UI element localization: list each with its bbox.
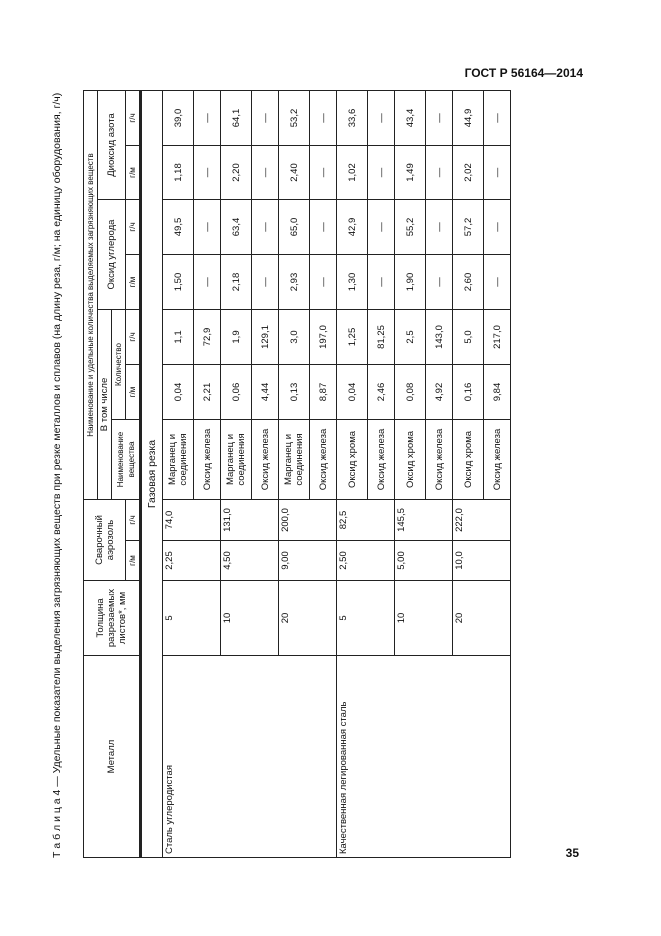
- substance-name: Оксид хрома: [337, 420, 368, 500]
- substance-name: Марганец и соединения: [163, 420, 194, 500]
- value-cell: 143,0: [426, 310, 453, 365]
- unit-gm: г/м: [126, 365, 141, 420]
- substance-name: Оксид железа: [194, 420, 221, 500]
- value-cell: —: [484, 146, 511, 200]
- value-cell: —: [426, 255, 453, 310]
- aerosol-gm-cell: 4,50: [221, 541, 279, 581]
- value-cell: —: [484, 200, 511, 255]
- value-cell: 44,9: [453, 91, 484, 146]
- value-cell: 63,4: [221, 200, 252, 255]
- header-quantity: Количество: [112, 310, 126, 420]
- value-cell: 0,08: [395, 365, 426, 420]
- value-cell: 197,0: [310, 310, 337, 365]
- value-cell: 64,1: [221, 91, 252, 146]
- value-cell: 9,84: [484, 365, 511, 420]
- value-cell: —: [426, 200, 453, 255]
- value-cell: 4,92: [426, 365, 453, 420]
- unit-gh: г/ч: [126, 500, 141, 541]
- value-cell: 55,2: [395, 200, 426, 255]
- aerosol-gh-cell: 222,0: [453, 500, 511, 541]
- header-incl: В том числе: [98, 310, 112, 500]
- value-cell: 2,20: [221, 146, 252, 200]
- metal-name: Сталь углеродистая: [163, 656, 337, 858]
- unit-gm: г/м: [126, 146, 141, 200]
- thickness-cell: 10: [395, 581, 453, 656]
- header-pollutants: Наименование и удельные количества выделяемых загрязняющих веществ: [84, 91, 98, 500]
- substance-name: Оксид железа: [252, 420, 279, 500]
- value-cell: 2,60: [453, 255, 484, 310]
- substance-name: Оксид хрома: [453, 420, 484, 500]
- value-cell: 4,44: [252, 365, 279, 420]
- value-cell: 1,49: [395, 146, 426, 200]
- value-cell: —: [368, 255, 395, 310]
- aerosol-gh-cell: 131,0: [221, 500, 279, 541]
- value-cell: 81,25: [368, 310, 395, 365]
- value-cell: —: [194, 200, 221, 255]
- unit-gh: г/ч: [126, 310, 141, 365]
- page-number: 35: [565, 846, 579, 860]
- value-cell: 0,13: [279, 365, 310, 420]
- value-cell: 1,02: [337, 146, 368, 200]
- substance-name: Марганец и соединения: [221, 420, 252, 500]
- value-cell: —: [484, 91, 511, 146]
- thickness-cell: 20: [453, 581, 511, 656]
- value-cell: 72,9: [194, 310, 221, 365]
- value-cell: —: [310, 255, 337, 310]
- value-cell: 0,06: [221, 365, 252, 420]
- header-no2: Диоксид азота: [98, 91, 126, 200]
- value-cell: 33,6: [337, 91, 368, 146]
- value-cell: 5,0: [453, 310, 484, 365]
- value-cell: —: [252, 91, 279, 146]
- substance-name: Оксид железа: [484, 420, 511, 500]
- value-cell: 2,5: [395, 310, 426, 365]
- header-co: Оксид углерода: [98, 200, 126, 310]
- value-cell: —: [368, 200, 395, 255]
- thickness-cell: 20: [279, 581, 337, 656]
- substance-name: Марганец и соединения: [279, 420, 310, 500]
- value-cell: 1,50: [163, 255, 194, 310]
- aerosol-gm-cell: 9,00: [279, 541, 337, 581]
- table-row: [337, 91, 368, 858]
- value-cell: 0,16: [453, 365, 484, 420]
- value-cell: 0,04: [163, 365, 194, 420]
- value-cell: —: [310, 200, 337, 255]
- value-cell: —: [194, 255, 221, 310]
- thickness-cell: 5: [337, 581, 395, 656]
- value-cell: 1,18: [163, 146, 194, 200]
- value-cell: —: [252, 146, 279, 200]
- aerosol-gm-cell: 5,00: [395, 541, 453, 581]
- value-cell: 2,21: [194, 365, 221, 420]
- unit-gm: г/м: [126, 541, 141, 581]
- substance-name: Оксид железа: [368, 420, 395, 500]
- value-cell: —: [426, 146, 453, 200]
- value-cell: 1,9: [221, 310, 252, 365]
- header-thickness: Толщина разрезаемых листов*, мм: [84, 581, 141, 656]
- value-cell: 1,25: [337, 310, 368, 365]
- substance-name: Оксид хрома: [395, 420, 426, 500]
- substance-name: Оксид железа: [426, 420, 453, 500]
- unit-gm: г/м: [126, 255, 141, 310]
- value-cell: 0,04: [337, 365, 368, 420]
- aerosol-gh-cell: 200,0: [279, 500, 337, 541]
- header-substance: Наименование вещества: [112, 420, 141, 500]
- thickness-cell: 10: [221, 581, 279, 656]
- value-cell: —: [368, 146, 395, 200]
- value-cell: 8,87: [310, 365, 337, 420]
- value-cell: 2,02: [453, 146, 484, 200]
- value-cell: —: [426, 91, 453, 146]
- value-cell: 43,4: [395, 91, 426, 146]
- value-cell: 57,2: [453, 200, 484, 255]
- value-cell: 2,40: [279, 146, 310, 200]
- header-aerosol: Сварочный аэрозоль: [84, 500, 126, 581]
- emissions-table: [83, 90, 511, 858]
- value-cell: —: [310, 146, 337, 200]
- value-cell: 217,0: [484, 310, 511, 365]
- value-cell: 2,18: [221, 255, 252, 310]
- value-cell: 65,0: [279, 200, 310, 255]
- table-row: [163, 91, 194, 858]
- value-cell: —: [252, 255, 279, 310]
- value-cell: 1,30: [337, 255, 368, 310]
- section-title: Газовая резка: [141, 91, 163, 858]
- value-cell: —: [194, 91, 221, 146]
- aerosol-gm-cell: 2,25: [163, 541, 221, 581]
- thickness-cell: 5: [163, 581, 221, 656]
- value-cell: 2,93: [279, 255, 310, 310]
- table-caption: Т а б л и ц а 4 — Удельные показатели выделения загрязняющих веществ при резке металлов и сплавов (на длину реза, г/м; на единицу оборудования, г/ч): [51, 92, 63, 858]
- value-cell: —: [252, 200, 279, 255]
- value-cell: —: [484, 255, 511, 310]
- value-cell: 42,9: [337, 200, 368, 255]
- metal-name: Качественная легированная сталь: [337, 656, 511, 858]
- unit-gh: г/ч: [126, 91, 141, 146]
- value-cell: —: [310, 91, 337, 146]
- value-cell: 129,1: [252, 310, 279, 365]
- aerosol-gh-cell: 74,0: [163, 500, 221, 541]
- value-cell: 53,2: [279, 91, 310, 146]
- unit-gh: г/ч: [126, 200, 141, 255]
- header-metal: Металл: [84, 656, 141, 858]
- rotated-table-area: [50, 88, 560, 858]
- value-cell: —: [194, 146, 221, 200]
- value-cell: 49,5: [163, 200, 194, 255]
- value-cell: —: [368, 91, 395, 146]
- aerosol-gm-cell: 10,0: [453, 541, 511, 581]
- value-cell: 1,1: [163, 310, 194, 365]
- value-cell: 39,0: [163, 91, 194, 146]
- aerosol-gh-cell: 145,5: [395, 500, 453, 541]
- aerosol-gh-cell: 82,5: [337, 500, 395, 541]
- standard-number: ГОСТ Р 56164—2014: [464, 66, 583, 80]
- value-cell: 1,90: [395, 255, 426, 310]
- substance-name: Оксид железа: [310, 420, 337, 500]
- value-cell: 3,0: [279, 310, 310, 365]
- value-cell: 2,46: [368, 365, 395, 420]
- aerosol-gm-cell: 2,50: [337, 541, 395, 581]
